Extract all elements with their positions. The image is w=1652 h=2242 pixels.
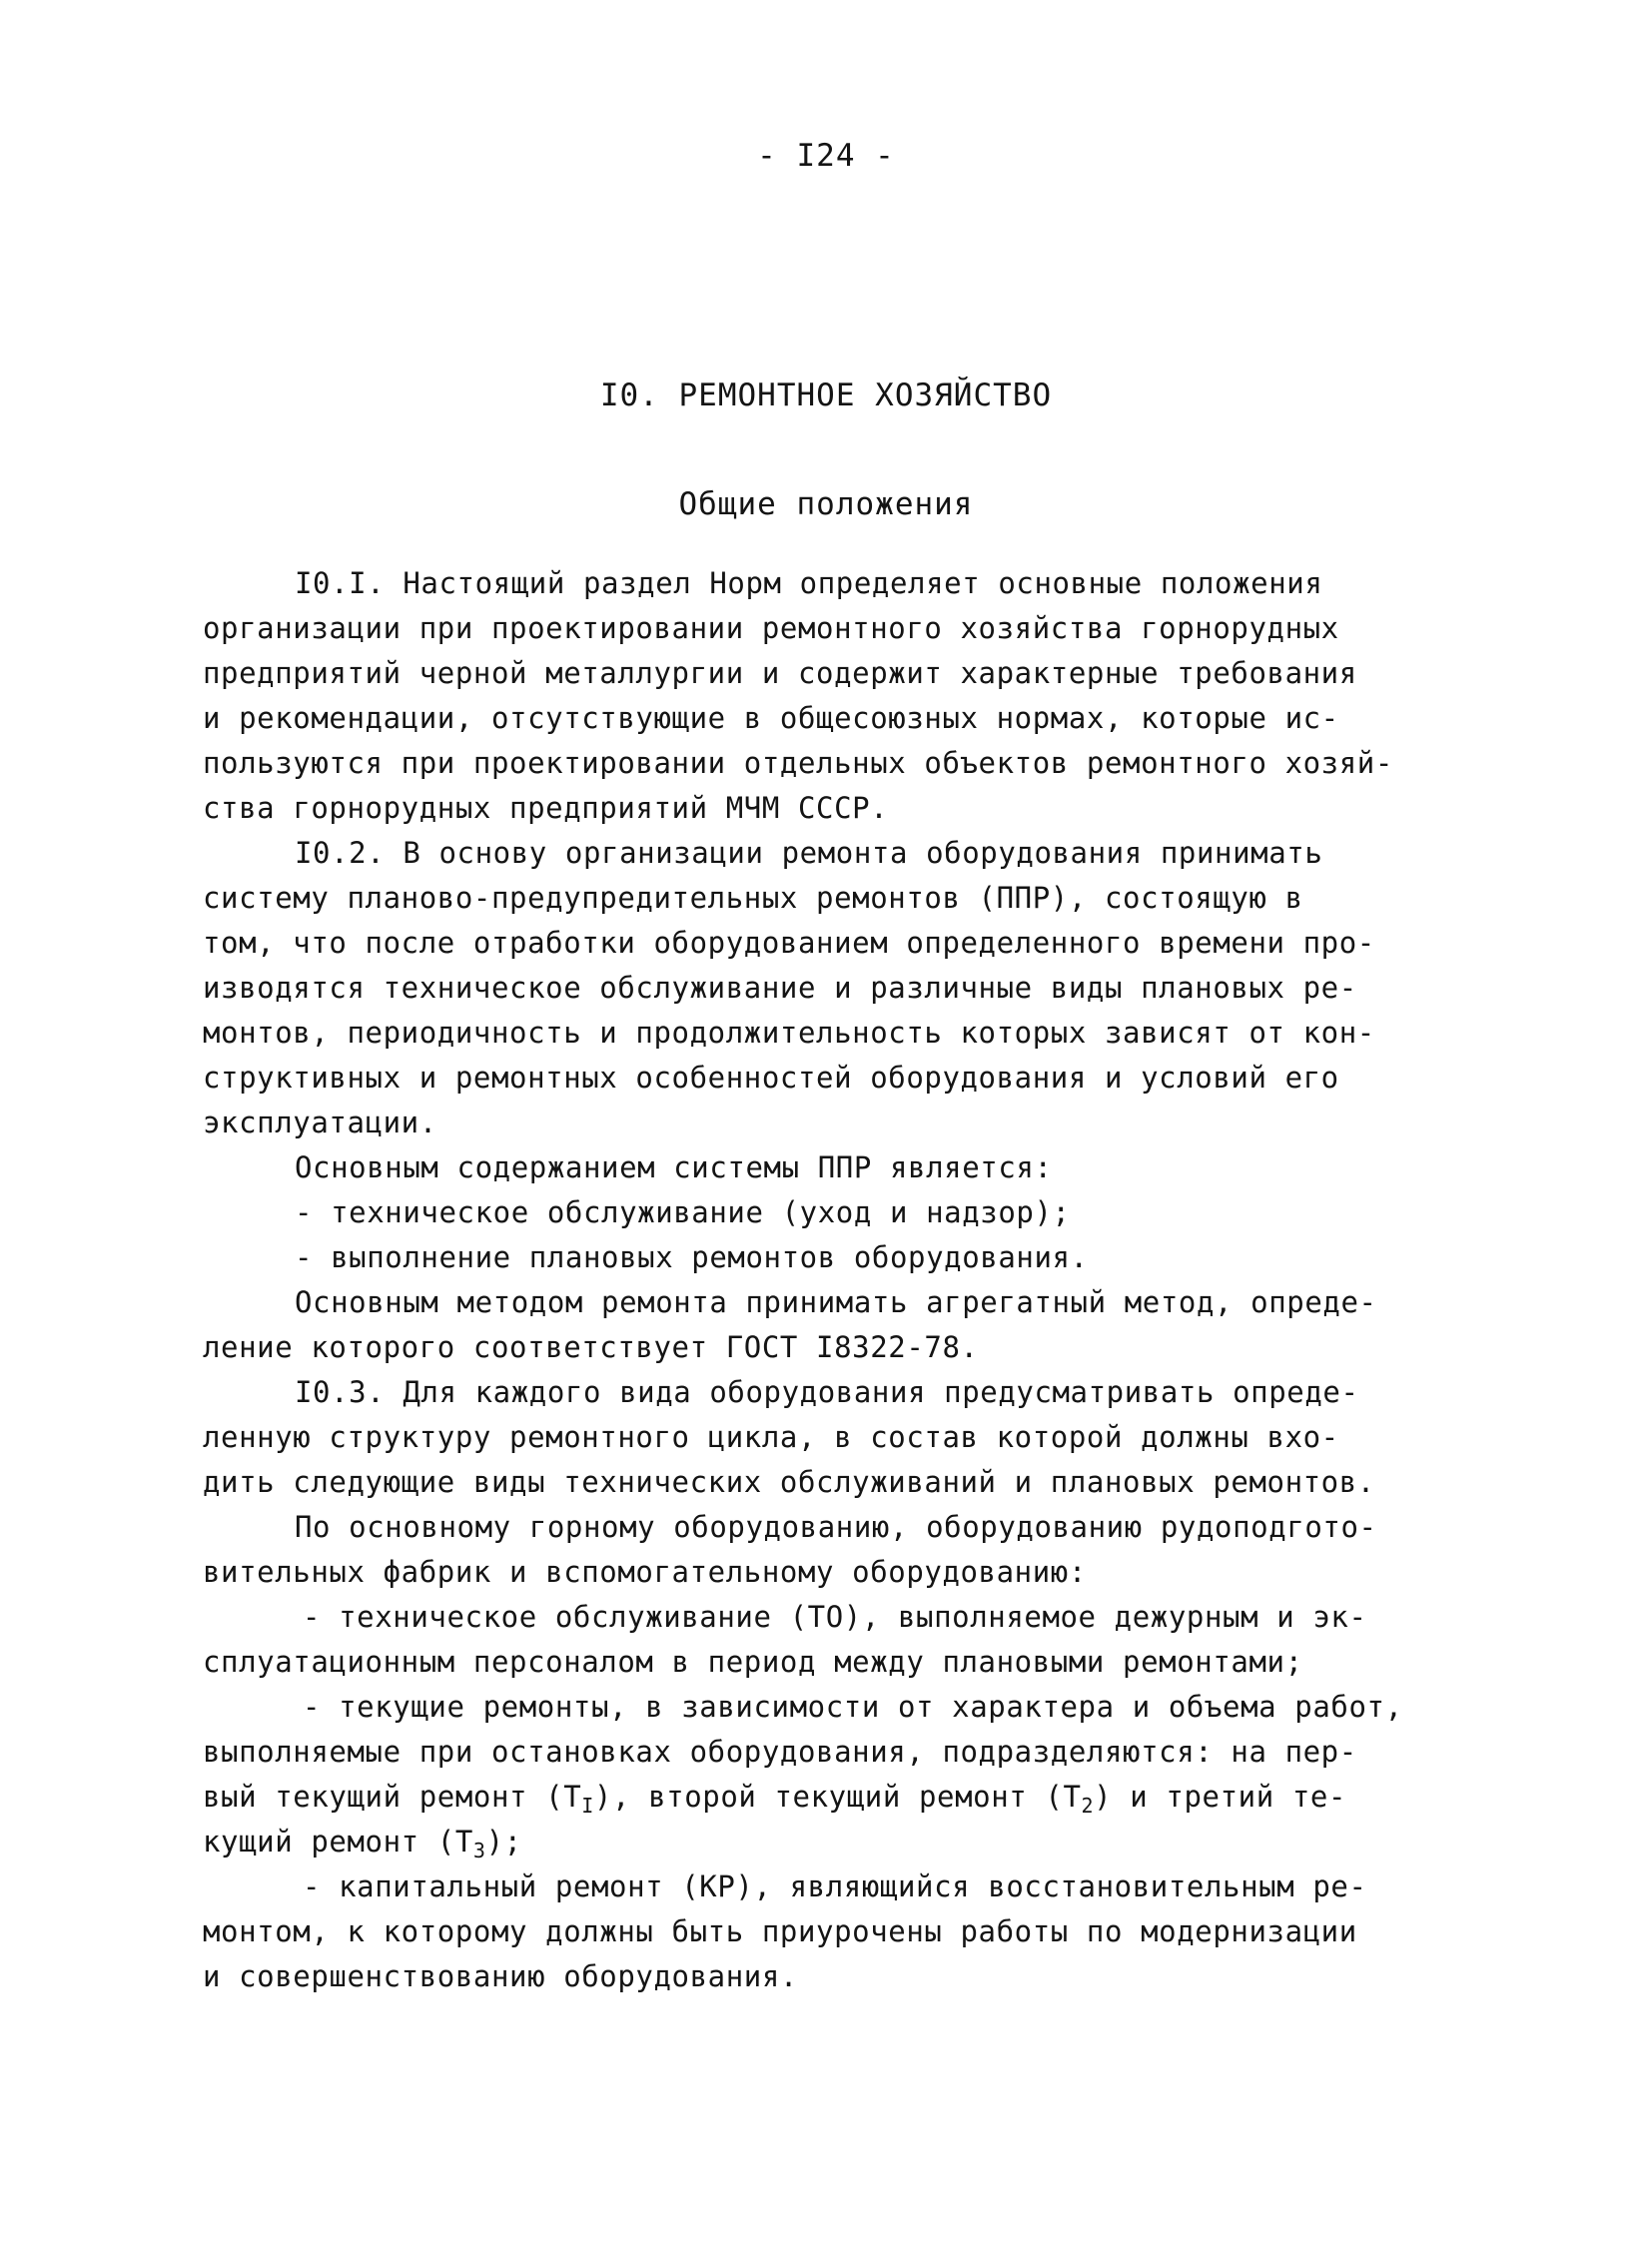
subscript: 2 xyxy=(1081,1794,1095,1818)
text-fragment: кущий ремонт (Т xyxy=(203,1825,473,1859)
paragraph-line: том, что после отработки оборудованием определенного времени про- xyxy=(203,926,1375,960)
list-item-line: - капитальный ремонт (КР), являющийся восстановительным ре- xyxy=(303,1869,1367,1903)
paragraph-line-with-subscripts xyxy=(203,1820,1461,1865)
paragraph-line: систему планово-предупредительных ремонтов (ППР), состоящую в xyxy=(203,881,1303,915)
text-fragment: ), второй текущий ремонт (Т xyxy=(593,1780,1082,1814)
subscript: 3 xyxy=(472,1839,486,1863)
text-fragment: вый текущий ремонт (Т xyxy=(203,1780,582,1814)
paragraph-line: эксплуатации. xyxy=(203,1106,437,1139)
paragraph-line: монтов, периодичность и продолжительность которых зависят от кон- xyxy=(203,1016,1375,1050)
subsection-title: Общие положения xyxy=(678,486,974,522)
section-title: I0. РЕМОНТНОЕ ХОЗЯЙСТВО xyxy=(599,377,1053,413)
text-fragment: ); xyxy=(485,1825,522,1859)
paragraph-line: I0.2. В основу организации ремонта оборудования принимать xyxy=(295,836,1323,870)
list-item-line: - техническое обслуживание (ТО), выполняемое дежурным и эк- xyxy=(303,1600,1367,1634)
paragraph-line: и рекомендации, отсутствующие в общесоюзных нормах, которые ис- xyxy=(203,701,1339,735)
paragraph-line: изводятся техническое обслуживание и различные виды плановых ре- xyxy=(203,971,1357,1005)
list-item-line: - текущие ремонты, в зависимости от характера и объема работ, xyxy=(303,1690,1403,1724)
paragraph-line: организации при проектировании ремонтного хозяйства горнорудных xyxy=(203,611,1339,645)
paragraph-line: монтом, к которому должны быть приурочены работы по модернизации xyxy=(203,1914,1357,1948)
paragraph-line: пользуются при проектировании отдельных объектов ремонтного хозяй- xyxy=(203,746,1393,780)
list-item-line: - выполнение плановых ремонтов оборудования. xyxy=(295,1240,1089,1274)
paragraph-line: По основному горному оборудованию, оборудованию рудоподгото- xyxy=(295,1510,1377,1544)
paragraph-line-with-subscripts xyxy=(203,1775,1461,1820)
paragraph-line: Основным методом ремонта принимать агрегатный метод, опреде- xyxy=(295,1285,1377,1319)
list-item-line: - техническое обслуживание (уход и надзор); xyxy=(295,1195,1071,1229)
page-number: - I24 - xyxy=(757,138,895,174)
paragraph-line: предприятий черной металлургии и содержит характерные требования xyxy=(203,656,1357,690)
paragraph-line: вительных фабрик и вспомогательному оборудованию: xyxy=(203,1555,1087,1589)
paragraph-line: сплуатационным персоналом в период между плановыми ремонтами; xyxy=(203,1645,1303,1679)
paragraph-line: I0.I. Настоящий раздел Норм определяет основные положения xyxy=(295,566,1323,600)
paragraph-line: ление которого соответствует ГОСТ I8322-78. xyxy=(203,1330,979,1364)
body-text xyxy=(203,561,1461,1999)
paragraph-line: дить следующие виды технических обслуживаний и плановых ремонтов. xyxy=(203,1465,1375,1499)
paragraph-line: и совершенствованию оборудования. xyxy=(203,1959,798,1993)
subscript: I xyxy=(581,1794,594,1818)
paragraph-line: ства горнорудных предприятий МЧМ СССР. xyxy=(203,791,889,825)
text-fragment: ) и третий те- xyxy=(1094,1780,1347,1814)
paragraph-line: Основным содержанием системы ППР является: xyxy=(295,1150,1053,1184)
paragraph-line: ленную структуру ремонтного цикла, в состав которой должны вхо- xyxy=(203,1420,1339,1454)
paragraph-line: I0.3. Для каждого вида оборудования предусматривать опреде- xyxy=(295,1375,1359,1409)
paragraph-line: выполняемые при остановках оборудования, подразделяются: на пер- xyxy=(203,1735,1357,1769)
paragraph-line: структивных и ремонтных особенностей оборудования и условий его xyxy=(203,1061,1339,1095)
